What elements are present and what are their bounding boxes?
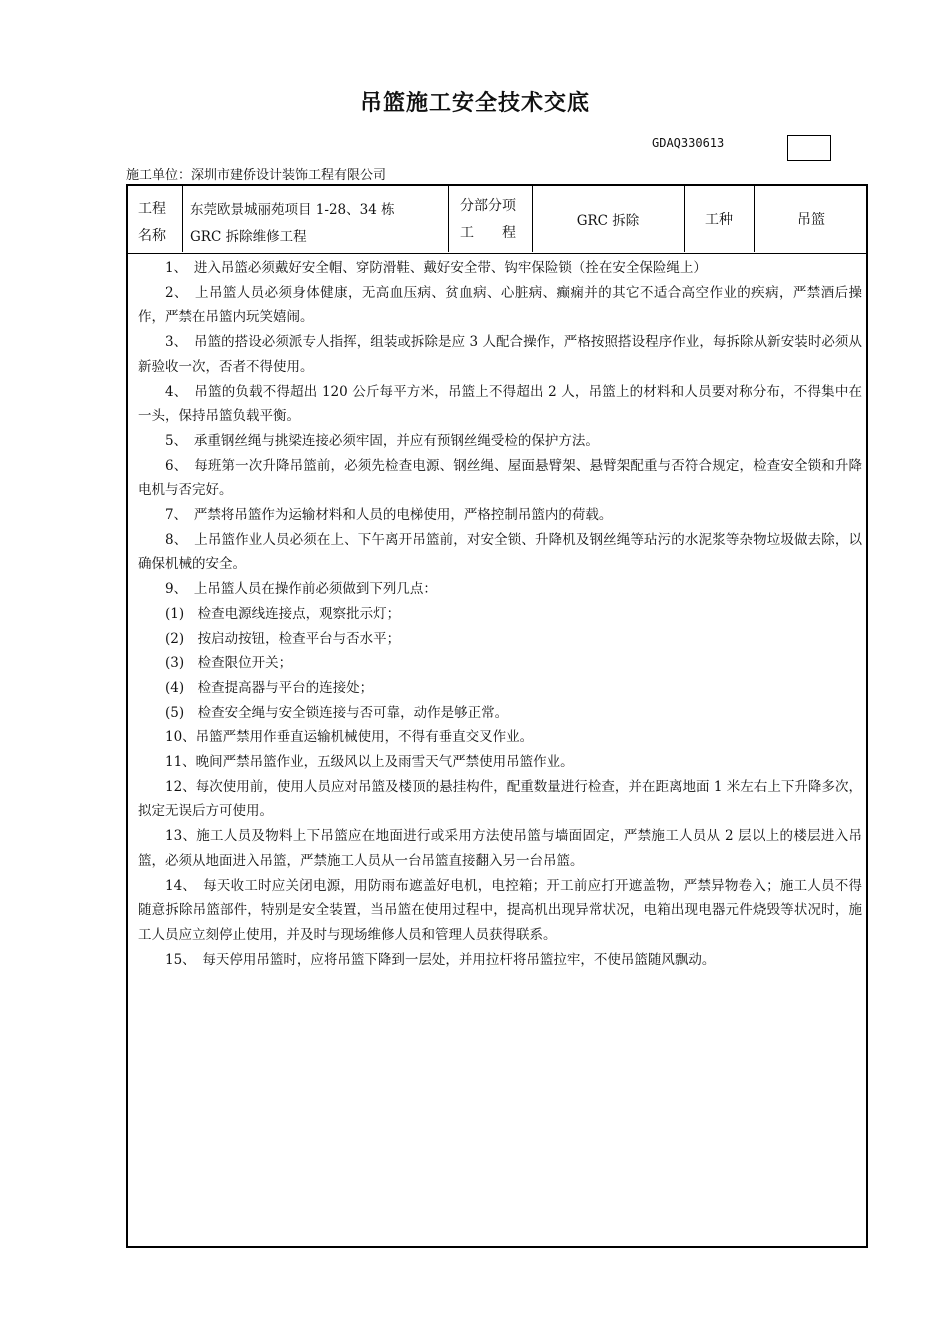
document-title: 吊篮施工安全技术交底 [359, 91, 590, 116]
project-label-line-1: 工程 [138, 201, 166, 217]
list-item: (1) 检查电源线连接点，观察批示灯； [165, 605, 401, 622]
trade-label: 工种 [705, 212, 733, 228]
list-item: 14、 每天收工时应关闭电源，用防雨布遮盖好电机，电控箱；开工前应打开遮盖物，严禁异物卷入；施工人员不得随意拆除吊篮部件，特别是安全装置，当吊篮在使用过程中，提高机出现异常状况，电箱出现电器元件烧毁等状况时，施工人员应立刻停止使用，并及时与现场维修人员和管理人员获得联系。 [138, 877, 862, 943]
list-item: 15、 每天停用吊篮时，应将吊篮下降到一层处，并用拉杆将吊篮拉牢，不使吊篮随风飘动。 [165, 951, 716, 968]
list-item: 5、 承重钢丝绳与挑梁连接必须牢固，并应有预钢丝绳受检的保护方法。 [165, 432, 599, 449]
list-item: 6、 每班第一次升降吊篮前，必须先检查电源、钢丝绳、屋面悬臂架、悬臂架配重与否符合规定，检查安全锁和升降电机与否完好。 [138, 457, 862, 499]
construction-unit: 施工单位：深圳市建侨设计装饰工程有限公司 [126, 168, 387, 183]
table-header-row [128, 186, 866, 254]
list-item: 7、 严禁将吊篮作为运输材料和人员的电梯使用，严格控制吊篮内的荷载。 [165, 507, 613, 524]
project-name-cell [182, 186, 448, 252]
sub-project-value: GRC 拆除 [576, 213, 640, 229]
list-item: 10、吊篮严禁用作垂直运输机械使用，不得有垂直交叉作业。 [165, 729, 534, 746]
project-name-line-1: 东莞欧景城丽苑项目 1-28、34 栋 [190, 202, 395, 218]
sub-project-label-line-1: 分部分项 [460, 198, 516, 214]
disclosure-content [138, 256, 862, 972]
sub-project-label-cell [448, 186, 532, 252]
list-item: 9、 上吊篮人员在操作前必须做到下列几点： [165, 581, 437, 598]
trade-value: 吊篮 [797, 212, 825, 228]
list-item: (5) 检查安全绳与安全锁连接与否可靠，动作是够正常。 [165, 704, 509, 721]
list-item: 2、 上吊篮人员必须身体健康，无高血压病、贫血病、心脏病、癫痫并的其它不适合高空作业的疾病，严禁酒后操作，严禁在吊篮内玩笑嬉闹。 [138, 284, 862, 326]
project-label-cell [128, 186, 182, 252]
list-item: (4) 检查提高器与平台的连接处； [165, 679, 374, 696]
project-label-line-2: 名称 [138, 228, 166, 244]
list-item: 8、 上吊篮作业人员必须在上、下午离开吊篮前，对安全锁、升降机及钢丝绳等玷污的水泥浆等杂物垃圾做去除，以确保机械的安全。 [138, 531, 862, 573]
list-item: (2) 按启动按钮，检查平台与否水平； [165, 630, 401, 647]
list-item: 13、施工人员及物料上下吊篮应在地面进行或采用方法使吊篮与墙面固定，严禁施工人员从 2 层以上的楼层进入吊篮，必须从地面进入吊篮，严禁施工人员从一台吊篮直接翻入另一台吊篮。 [138, 828, 862, 869]
list-item: 4、 吊篮的负载不得超出 120 公斤每平方米，吊篮上不得超出 2 人，吊篮上的材料和人员要对称分布，不得集中在一头，保持吊篮负载平衡。 [138, 383, 862, 425]
list-item: 1、 进入吊篮必须戴好安全帽、穿防滑鞋、戴好安全带、钩牢保险锁（拴在安全保险绳上） [165, 260, 707, 276]
list-item: (3) 检查限位开关； [165, 655, 293, 672]
list-item: 3、 吊篮的搭设必须派专人指挥，组装或拆除是应 3 人配合操作，严格按照搭设程序作业，每拆除从新安装时必须从新验收一次，否者不得使用。 [138, 334, 862, 375]
list-item: 12、每次使用前，使用人员应对吊篮及楼顶的悬挂构件，配重数量进行检查，并在距离地面 1 米左右上下升降多次，拟定无误后方可使用。 [138, 778, 862, 820]
sub-project-label-line-2: 工 程 [460, 225, 516, 241]
disclosure-table [126, 184, 868, 1248]
code-box [787, 135, 831, 161]
project-name-line-2: GRC 拆除维修工程 [190, 229, 307, 245]
document-code: GDAQ330613 [652, 136, 725, 150]
list-item: 11、晚间严禁吊篮作业，五级风以上及雨雪天气严禁使用吊篮作业。 [165, 754, 574, 771]
